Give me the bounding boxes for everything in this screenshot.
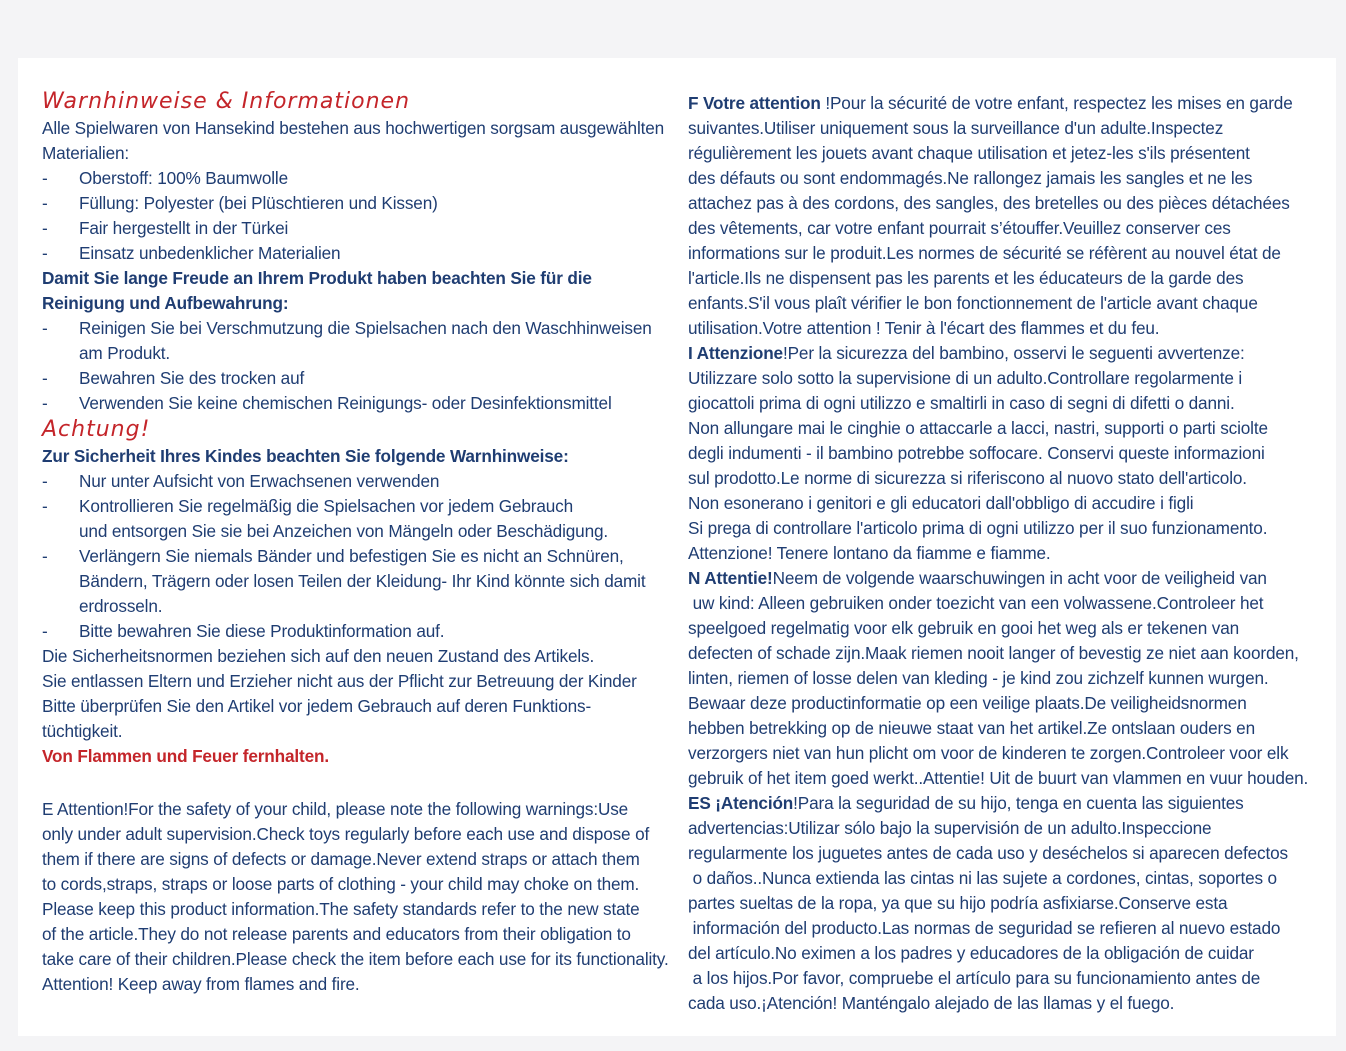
material-item [42, 241, 672, 266]
french-section [688, 91, 1328, 341]
french-line: informations sur le produit.Les normes de sécurité se réfèrent au nouvel état de [688, 243, 1281, 263]
material-text: Füllung: Polyester (bei Plüschtieren und Kissen) [79, 193, 438, 213]
italian-line: giocattoli prima di ogni utilizzo e smaltirli in caso di segni di difetti o danni. [688, 393, 1235, 413]
spanish-text: !Para la seguridad de su hijo, tenga en cuenta las siguientes [793, 793, 1244, 813]
french-line: régulièrement les jouets avant chaque utilisation et jetez-les s'ils présentent [688, 143, 1250, 163]
safety-item [42, 544, 672, 569]
spanish-line: advertencias:Utilizar sólo bajo la supervisión de un adulto.Inspeccione [688, 818, 1212, 838]
material-text: Fair hergestellt in der Türkei [79, 218, 289, 238]
care-text: Verwenden Sie keine chemischen Reinigungs- oder Desinfektionsmittel [79, 393, 612, 413]
spanish-line: o daños..Nunca extienda las cintas ni las sujete a cordones, cintas, soportes o [688, 868, 1277, 888]
english-line: only under adult supervision.Check toys regularly before each use and dispose of [42, 824, 650, 844]
label-sheet [18, 58, 1336, 1036]
safety-item-continued: und entsorgen Sie sie bei Anzeichen von Mängeln oder Beschädigung. [79, 521, 609, 541]
french-text: !Pour la sécurité de votre enfant, respectez les mises en garde [820, 93, 1293, 113]
dutch-line: gebruik of het item goed werkt..Attentie! Uit de buurt van vlammen en vuur houden. [688, 768, 1309, 788]
dutch-first-line [688, 566, 1328, 591]
italian-line: Si prega di controllare l'articolo prima di ogni utilizzo per il suo funzionamento. [688, 518, 1268, 538]
material-item [42, 216, 672, 241]
dash: - [42, 546, 48, 566]
dash: - [42, 218, 48, 238]
dutch-section [688, 566, 1328, 791]
multilingual-column [688, 91, 1328, 1016]
safety-item [42, 619, 672, 644]
dash: - [42, 243, 48, 263]
french-label: F Votre attention [688, 93, 821, 113]
french-line: utilisation.Votre attention ! Tenir à l'écart des flammes et du feu. [688, 318, 1160, 338]
safety-heading: Zur Sicherheit Ihres Kindes beachten Sie folgende Warnhinweise: [42, 446, 569, 466]
italian-line: degli indumenti - il bambino potrebbe soffocare. Conservi queste informazioni [688, 443, 1265, 463]
closing-line: tüchtigkeit. [42, 721, 123, 741]
french-line: suivantes.Utiliser uniquement sous la surveillance d'un adulte.Inspectez [688, 118, 1224, 138]
dutch-label: N Attentie! [688, 568, 773, 588]
safety-item [42, 494, 672, 519]
english-line: E Attention!For the safety of your child, please note the following warnings:Use [42, 799, 629, 819]
dutch-text: Neem de volgende waarschuwingen in acht voor de veiligheid van [772, 568, 1267, 588]
spanish-line: a los hijos.Por favor, compruebe el artículo para su funcionamiento antes de [688, 968, 1261, 988]
intro-line: Alle Spielwaren von Hansekind bestehen aus hochwertigen sorgsam ausgewählten [42, 118, 665, 138]
french-line: des vêtements, car votre enfant pourrait s’étouffer.Veuillez conserver ces [688, 218, 1231, 238]
dash: - [42, 318, 48, 338]
dash: - [42, 621, 48, 641]
english-line: Attention! Keep away from flames and fire. [42, 974, 360, 994]
italian-line: Non esonerano i genitori e gli educatori dall'obbligo di accudire i figli [688, 493, 1194, 513]
material-item [42, 166, 672, 191]
dutch-line: uw kind: Alleen gebruiken onder toezicht van een volwassene.Controleer het [688, 593, 1264, 613]
care-item [42, 391, 672, 416]
english-line: them if there are signs of defects or damage.Never extend straps or attach them [42, 849, 640, 869]
closing-line: Sie entlassen Eltern und Erzieher nicht aus der Pflicht zur Betreuung der Kinder [42, 671, 637, 691]
material-text: Oberstoff: 100% Baumwolle [79, 168, 288, 188]
safety-text: Bitte bewahren Sie diese Produktinformation auf. [79, 621, 445, 641]
dash: - [42, 168, 48, 188]
english-section [42, 797, 672, 997]
care-text: Bewahren Sie des trocken auf [79, 368, 305, 388]
italian-line: sul prodotto.Le norme di sicurezza si riferiscono al nuovo stato dell'articolo. [688, 468, 1247, 488]
safety-text: Kontrollieren Sie regelmäßig die Spielsachen vor jedem Gebrauch [79, 496, 574, 516]
intro-line: Materialien: [42, 143, 130, 163]
closing-line: Die Sicherheitsnormen beziehen sich auf den neuen Zustand des Artikels. [42, 646, 595, 666]
spanish-line: partes sueltas de la ropa, ya que su hijo podría asfixiarse.Conserve esta [688, 893, 1228, 913]
italian-text: !Per la sicurezza del bambino, osservi le seguenti avvertenze: [782, 343, 1245, 363]
safety-item-continued: Bändern, Trägern oder losen Teilen der Kleidung- Ihr Kind könnte sich damit [79, 571, 646, 591]
closing-line: Bitte überprüfen Sie den Artikel vor jedem Gebrauch auf deren Funktions- [42, 696, 592, 716]
french-line: enfants.S'il vous plaît vérifier le bon fonctionnement de l'article avant chaque [688, 293, 1258, 313]
fire-warning: Von Flammen und Feuer fernhalten. [42, 746, 329, 766]
dutch-line: Bewaar deze productinformatie op een veilige plaats.De veiligheidsnormen [688, 693, 1247, 713]
heading-warnhinweise: Warnhinweise & Informationen [42, 89, 411, 114]
dutch-line: speelgoed regelmatig voor elk gebruik en gooi het weg als er tekenen van [688, 618, 1240, 638]
material-item [42, 191, 672, 216]
dash: - [42, 393, 48, 413]
spanish-line: regularmente los juguetes antes de cada uso y deséchelos si aparecen defectos [688, 843, 1288, 863]
french-line: des défauts ou sont endommagés.Ne rallongez jamais les sangles et ne les [688, 168, 1253, 188]
english-line: Please keep this product information.The safety standards refer to the new state [42, 899, 640, 919]
spanish-line: información del producto.Las normas de seguridad se refieren al nuevo estado [688, 918, 1281, 938]
safety-item [42, 469, 672, 494]
italian-line: Utilizzare solo sotto la supervisione di un adulto.Controllare regolarmente i [688, 368, 1243, 388]
spanish-line: del artículo.No eximen a los padres y educadores de la obligación de cuidar [688, 943, 1254, 963]
spanish-line: cada uso.¡Atención! Manténgalo alejado de las llamas y el fuego. [688, 993, 1175, 1013]
spanish-label: ES ¡Atención [688, 793, 794, 813]
dutch-line: verzorgers niet van hun plicht om voor de kinderen te zorgen.Controleer voor elk [688, 743, 1289, 763]
dash: - [42, 193, 48, 213]
dash: - [42, 368, 48, 388]
spanish-section [688, 791, 1328, 1016]
german-english-column [42, 88, 672, 997]
care-text: Reinigen Sie bei Verschmutzung die Spielsachen nach den Waschhinweisen [79, 318, 652, 338]
french-line: l'article.Ils ne dispensent pas les parents et les éducateurs de la garde des [688, 268, 1244, 288]
italian-label: I Attenzione [688, 343, 783, 363]
care-item [42, 366, 672, 391]
dash: - [42, 471, 48, 491]
english-line: of the article.They do not release parents and educators from their obligation to [42, 924, 631, 944]
safety-item-continued: erdrosseln. [79, 596, 163, 616]
dash: - [42, 496, 48, 516]
italian-first-line [688, 341, 1328, 366]
dutch-line: linten, riemen of losse delen van kleding - je kind zou zichzelf kunnen wurgen. [688, 668, 1269, 688]
italian-section [688, 341, 1328, 566]
material-text: Einsatz unbedenklicher Materialien [79, 243, 341, 263]
english-line: to cords,straps, straps or loose parts of clothing - your child may choke on them. [42, 874, 640, 894]
care-heading: Reinigung und Aufbewahrung: [42, 293, 289, 313]
care-item-continued: am Produkt. [79, 343, 171, 363]
safety-text: Verlängern Sie niemals Bänder und befestigen Sie es nicht an Schnüren, [79, 546, 624, 566]
care-heading: Damit Sie lange Freude an Ihrem Produkt haben beachten Sie für die [42, 268, 592, 288]
heading-achtung: Achtung! [42, 417, 151, 442]
spanish-first-line [688, 791, 1328, 816]
italian-line: Non allungare mai le cinghie o attaccarle a lacci, nastri, supporti o parti sciolte [688, 418, 1268, 438]
english-line: take care of their children.Please check the item before each use for its functionality. [42, 949, 669, 969]
italian-line: Attenzione! Tenere lontano da fiamme e fiamme. [688, 543, 1051, 563]
safety-text: Nur unter Aufsicht von Erwachsenen verwenden [79, 471, 440, 491]
care-item [42, 316, 672, 341]
french-line: attachez pas à des cordons, des sangles, des bretelles ou des pièces détachées [688, 193, 1290, 213]
dutch-line: hebben betrekking op de nieuwe staat van het artikel.Ze ontslaan ouders en [688, 718, 1255, 738]
french-first-line [688, 91, 1328, 116]
dutch-line: defecten of schade zijn.Maak riemen nooit langer of bevestig ze niet aan koorden, [688, 643, 1299, 663]
